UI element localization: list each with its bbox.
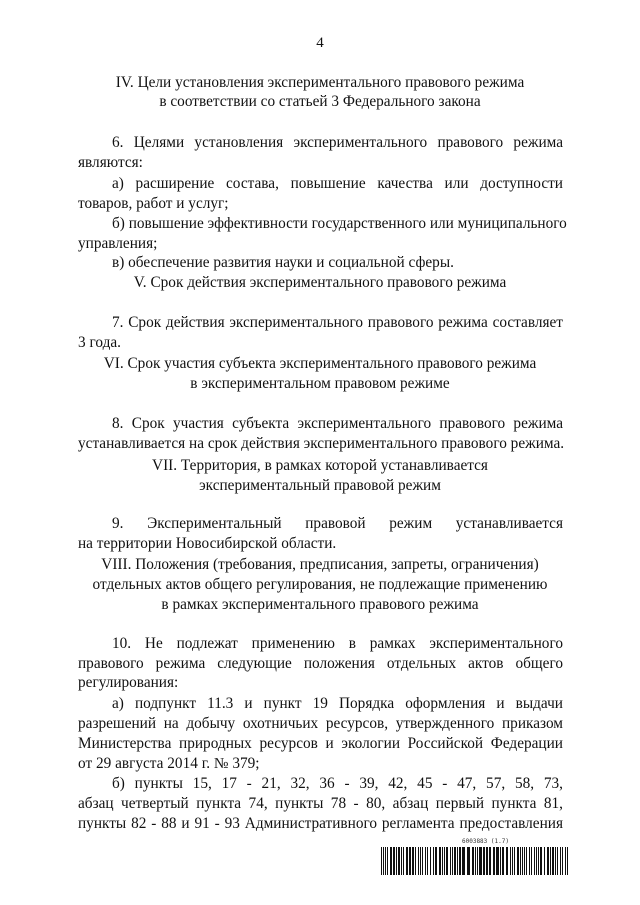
text-line: экспериментальный правовой режим [199, 477, 441, 494]
text-line: от 29 августа 2014 г. № 379; [78, 755, 260, 772]
text-line: в) обеспечение развития науки и социальной сферы. [112, 254, 454, 271]
text-line: 6. Целями установления экспериментального правового режима [112, 134, 563, 151]
barcode-number: 6003883 (1.7) [462, 838, 509, 845]
text-line: в соответствии со статьей 3 Федерального закона [159, 93, 481, 110]
text-line: отдельных актов общего регулирования, не подлежащие применению [92, 576, 548, 593]
text-line: IV. Цели установления экспериментального правового режима [115, 74, 525, 91]
text-line: VI. Срок участия субъекта экспериментального правового режима [103, 355, 537, 372]
text-line: являются: [78, 154, 143, 171]
text-line: Министерства природных ресурсов и экологии Российской Федерации [78, 735, 563, 752]
text-line: 9. Экспериментальный правовой режим устанавливается [112, 515, 563, 532]
text-line: абзац четвертый пункта 74, пункты 78 - 80, абзац первый пункта 81, [78, 795, 563, 812]
text-line: 3 года. [78, 334, 121, 351]
text-line: устанавливается на срок действия экспериментального правового режима. [78, 435, 565, 452]
text-line: VII. Территория, в рамках которой устанавливается [152, 457, 488, 474]
text-line: товаров, работ и услуг; [78, 195, 229, 212]
text-line: б) пункты 15, 17 - 21, 32, 36 - 39, 42, 45 - 47, 57, 58, 73, [112, 775, 563, 792]
text-line: 7. Срок действия экспериментального правового режима составляет [112, 314, 563, 331]
text-line: VIII. Положения (требования, предписания, запреты, ограничения) [101, 556, 539, 573]
text-line: разрешений на добычу охотничьих ресурсов, утвержденного приказом [78, 715, 563, 732]
page-number: 4 [316, 35, 324, 51]
text-line: V. Срок действия экспериментального правового режима [133, 274, 507, 291]
text-line: на территории Новосибирской области. [78, 535, 337, 552]
text-line: б) повышение эффективности государственного или муниципального [112, 215, 567, 232]
text-line: регулирования: [78, 674, 179, 691]
text-line: управления; [78, 235, 158, 252]
barcode-icon [380, 847, 570, 875]
text-line: в экспериментальном правовом режиме [190, 375, 450, 392]
text-line: пункты 82 - 88 и 91 - 93 Административного регламента предоставления [78, 815, 563, 832]
text-line: 8. Срок участия субъекта экспериментального правового режима [112, 415, 563, 432]
text-line: а) расширение состава, повышение качества или доступности [112, 175, 563, 192]
barcode-block [380, 838, 570, 878]
text-line: а) подпункт 11.3 и пункт 19 Порядка оформления и выдачи [112, 695, 563, 712]
text-line: правового режима следующие положения отдельных актов общего [78, 655, 563, 672]
text-line: в рамках экспериментального правового режима [161, 596, 479, 613]
text-line: 10. Не подлежат применению в рамках экспериментального [112, 635, 563, 652]
